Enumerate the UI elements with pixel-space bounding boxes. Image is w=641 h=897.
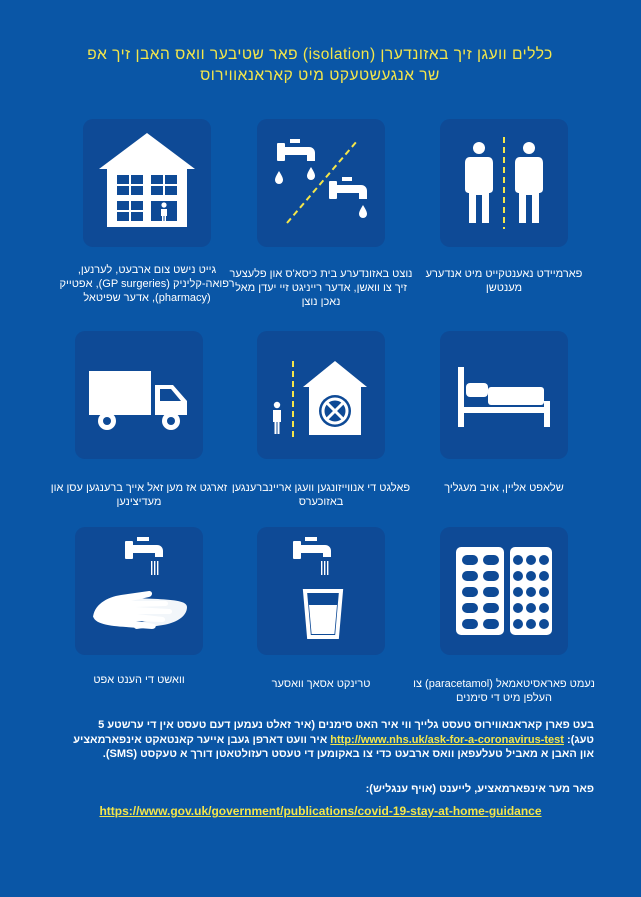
pill-tablet [462, 603, 478, 613]
card-6-caption: זארגט אז מען זאל אייך ברענגען עסן און מעדיצינען [50, 482, 228, 508]
card-7-tile [440, 527, 568, 655]
two-people-distance-icon [440, 119, 568, 247]
pill-round [513, 571, 523, 581]
card-3-tile [83, 119, 211, 247]
handwashing-icon [75, 527, 203, 655]
separate-taps-icon [257, 119, 385, 247]
gov-guidance-link[interactable]: https://www.gov.uk/government/publications/covid-19-stay-at-home-guidance [99, 804, 542, 818]
card-5-caption: פאלגט די אנווייזונגען וועגן אריינברענגען באזוכערס [231, 482, 411, 508]
pill-round [539, 603, 549, 613]
test-info-paragraph [72, 718, 594, 762]
pill-round [539, 587, 549, 597]
pill-round [526, 619, 536, 629]
page-title [20, 44, 620, 86]
pill-tablet [462, 619, 478, 629]
pill-tablet [483, 619, 499, 629]
bed-icon [440, 331, 568, 459]
distancing-house-icon [257, 331, 385, 459]
title-line-2: שר אנגעשטעקט מיט קאראנאווירוס [200, 67, 440, 84]
card-9-tile [75, 527, 203, 655]
pill-tablet [483, 587, 499, 597]
pill-tablet [483, 555, 499, 565]
card-6-tile [75, 331, 203, 459]
pill-round [539, 555, 549, 565]
pill-round [539, 571, 549, 581]
card-2-caption: נוצט באזונדערע בית כיסא'ס און פלעצער זיך צו וואשן, אדער רייניגט זיי יעדן מאל נאכן נוצן [229, 268, 413, 308]
house-stay-home-icon [83, 119, 211, 247]
pill-round [539, 619, 549, 629]
card-3-caption: גייט נישט צום ארבעט, לערנען, רפואה-קליניק (GP surgeries), אפטייק (pharmacy), אדער שפיטאל [59, 264, 235, 304]
nhs-test-link[interactable]: http://www.nhs.uk/ask-for-a-coronavirus-test [330, 733, 564, 746]
pill-round [526, 587, 536, 597]
pill-round [513, 555, 523, 565]
card-8-caption: טרינקט אסאך וואסער [271, 678, 371, 690]
card-2-tile [257, 119, 385, 247]
pill-round [513, 619, 523, 629]
delivery-truck-icon [75, 331, 203, 459]
title-line-1: כללים וועגן זיך באזונדערן (isolation) פאר שטיבער וואס האבן זיך אפ [87, 46, 553, 63]
pill-round [513, 603, 523, 613]
card-5-tile [257, 331, 385, 459]
card-8-tile [257, 527, 385, 655]
pill-round [526, 555, 536, 565]
pill-tablet [462, 555, 478, 565]
pill-round [526, 571, 536, 581]
card-1-caption: פארמיידט נאענטקייט מיט אנדערע מענטשן [425, 268, 583, 294]
card-9-caption: וואשט די הענט אפט [93, 674, 185, 686]
test-info-text-1: בעט פארן קאראנאווירוס טעסט גלייך ווי איר האט סימנים (איר זאלט נעמען דעם טעסט אין די ערשטע 5 טעג): [98, 719, 594, 746]
test-info-text-2: איר וועט דארפן געבן אייער קאנטאקט אינפארמאציע און האבן א מאביל טעלעפאן וואס ארבעט כדי צו באקומען די טעסט רעזולטאטן דורך א טעקסט (SMS). [73, 733, 594, 760]
pill-tablet [462, 587, 478, 597]
card-4-caption: שלאפט אליין, אויב מעגליך [444, 482, 564, 494]
glass-of-water-icon [257, 527, 385, 655]
pill-tablet [483, 571, 499, 581]
pill-round [513, 587, 523, 597]
pill-tablet [483, 603, 499, 613]
pill-round [526, 603, 536, 613]
more-info-label: פאר מער אינפארמאציע, לייענט (אויף ענגליש): [365, 783, 594, 795]
pill-tablet [462, 571, 478, 581]
card-1-tile [440, 119, 568, 247]
card-4-tile [440, 331, 568, 459]
card-7-caption: נעמט פאראסיטאמאל (paracetamol) צו העלפן מיט די סימנים [413, 678, 595, 704]
paracetamol-pills-icon [440, 527, 568, 655]
